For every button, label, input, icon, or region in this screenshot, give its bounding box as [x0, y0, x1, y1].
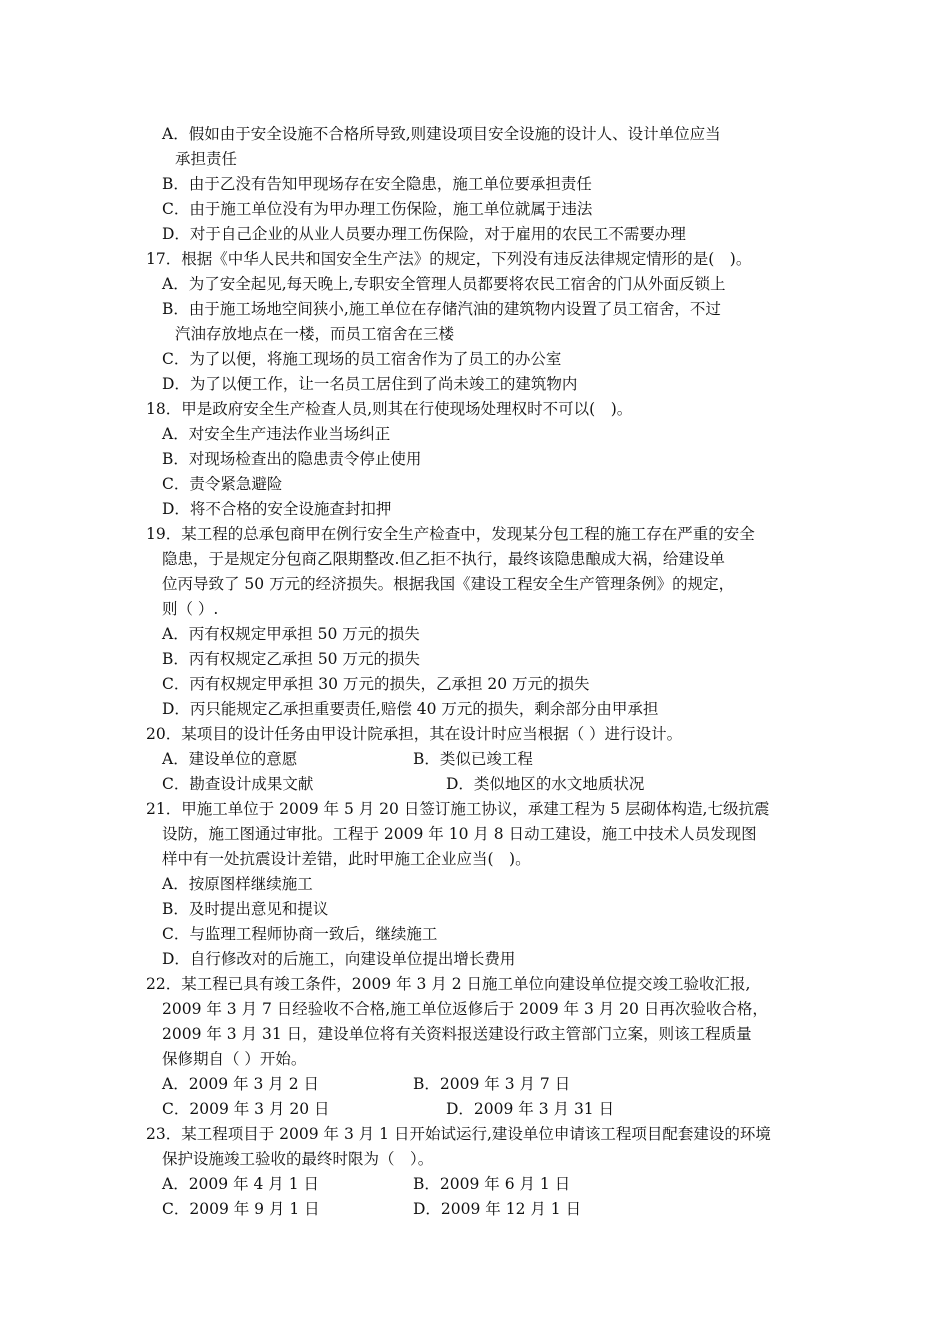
question-22-stem-line-3: 2009 年 3 月 31 日，建设单位将有关资料报送建设行政主管部门立案，则该工程质量 — [162, 1025, 752, 1043]
question-21-option-d: D．自行修改对的后施工，向建设单位提出增长费用 — [162, 950, 516, 968]
question-20-option-c: C．勘查设计成果文献 — [162, 775, 314, 793]
question-17-stem: 17．根据《中华人民共和国安全生产法》的规定，下列没有违反法律规定情形的是( )。 — [146, 250, 752, 268]
question-18-stem: 18．甲是政府安全生产检查人员,则其在行使现场处理权时不可以( )。 — [146, 400, 633, 418]
question-22-stem-line-1: 22．某工程已具有竣工条件，2009 年 3 月 2 日施工单位向建设单位提交竣工验收汇报, — [146, 975, 751, 993]
question-22-stem-line-4: 保修期自（ ）开始。 — [162, 1050, 307, 1068]
option-b: B．由于乙没有告知甲现场存在安全隐患，施工单位要承担责任 — [162, 175, 592, 193]
question-17-option-b-line-1: B．由于施工场地空间狭小,施工单位在存储汽油的建筑物内设置了员工宿舍，不过 — [162, 300, 721, 318]
question-21-option-b: B．及时提出意见和提议 — [162, 900, 329, 918]
question-20-stem: 20．某项目的设计任务由甲设计院承担，其在设计时应当根据（ ）进行设计。 — [146, 725, 683, 743]
question-23-option-b: B．2009 年 6 月 1 日 — [413, 1175, 571, 1193]
question-21-option-a: A．按原图样继续施工 — [162, 875, 313, 893]
question-19-option-c: C．丙有权规定甲承担 30 万元的损失，乙承担 20 万元的损失 — [162, 675, 590, 693]
option-a-line-1: A．假如由于安全设施不合格所导致,则建设项目安全设施的设计人、设计单位应当 — [162, 125, 721, 143]
question-21-stem-line-1: 21．甲施工单位于 2009 年 5 月 20 日签订施工协议，承建工程为 5 层砌体构造,七级抗震 — [146, 800, 770, 818]
question-23-option-d: D．2009 年 12 月 1 日 — [413, 1200, 582, 1218]
question-17-option-a: A．为了安全起见,每天晚上,专职安全管理人员都要将农民工宿舍的门从外面反锁上 — [162, 275, 726, 293]
question-19-stem-line-3: 位丙导致了 50 万元的经济损失。根据我国《建设工程安全生产管理条例》的规定， — [162, 575, 735, 593]
question-18-option-d: D．将不合格的安全设施查封扣押 — [162, 500, 392, 518]
question-23-option-c: C．2009 年 9 月 1 日 — [162, 1200, 320, 1218]
question-21-stem-line-3: 样中有一处抗震设计差错，此时甲施工企业应当( )。 — [162, 850, 531, 868]
question-22-option-a: A．2009 年 3 月 2 日 — [162, 1075, 319, 1093]
option-d: D．对于自己企业的从业人员要办理工伤保险，对于雇用的农民工不需要办理 — [162, 225, 686, 243]
question-23-stem-line-2: 保护设施竣工验收的最终时限为（ ）。 — [162, 1150, 434, 1168]
question-22-option-d: D．2009 年 3 月 31 日 — [446, 1100, 615, 1118]
question-23-option-a: A．2009 年 4 月 1 日 — [162, 1175, 319, 1193]
option-a-line-2: 承担责任 — [175, 150, 238, 168]
question-19-stem-line-1: 19．某工程的总承包商甲在例行安全生产检查中，发现某分包工程的施工存在严重的安全 — [146, 525, 755, 543]
question-18-option-b: B．对现场检查出的隐患责令停止使用 — [162, 450, 422, 468]
question-22-option-b: B．2009 年 3 月 7 日 — [413, 1075, 571, 1093]
option-c: C．由于施工单位没有为甲办理工伤保险，施工单位就属于违法 — [162, 200, 593, 218]
question-19-option-a: A．丙有权规定甲承担 50 万元的损失 — [162, 625, 420, 643]
question-19-stem-line-4: 则（ ）. — [162, 600, 219, 618]
question-21-option-c: C．与监理工程师协商一致后，继续施工 — [162, 925, 438, 943]
question-19-option-d: D．丙只能规定乙承担重要责任,赔偿 40 万元的损失，剩余部分由甲承担 — [162, 700, 659, 718]
question-17-option-c: C．为了以便，将施工现场的员工宿舍作为了员工的办公室 — [162, 350, 562, 368]
question-20-option-a: A．建设单位的意愿 — [162, 750, 298, 768]
question-20-option-d: D．类似地区的水文地质状况 — [446, 775, 645, 793]
question-20-option-b: B．类似已竣工程 — [413, 750, 533, 768]
question-23-stem-line-1: 23．某工程项目于 2009 年 3 月 1 日开始试运行,建设单位申请该工程项目配套建设的环境 — [146, 1125, 771, 1143]
question-19-stem-line-2: 隐患，于是规定分包商乙限期整改.但乙拒不执行，最终该隐患酿成大祸，给建设单 — [162, 550, 725, 568]
question-22-option-c: C．2009 年 3 月 20 日 — [162, 1100, 330, 1118]
question-21-stem-line-2: 设防，施工图通过审批。工程于 2009 年 10 月 8 日动工建设，施工中技术人员发现图 — [162, 825, 757, 843]
question-19-option-b: B．丙有权规定乙承担 50 万元的损失 — [162, 650, 420, 668]
question-22-stem-line-2: 2009 年 3 月 7 日经验收不合格,施工单位返修后于 2009 年 3 月 20 日再次验收合格， — [162, 1000, 768, 1018]
question-17-option-d: D．为了以便工作，让一名员工居住到了尚未竣工的建筑物内 — [162, 375, 578, 393]
question-18-option-c: C．责令紧急避险 — [162, 475, 283, 493]
question-18-option-a: A．对安全生产违法作业当场纠正 — [162, 425, 391, 443]
question-17-option-b-line-2: 汽油存放地点在一楼，而员工宿舍在三楼 — [175, 325, 455, 343]
